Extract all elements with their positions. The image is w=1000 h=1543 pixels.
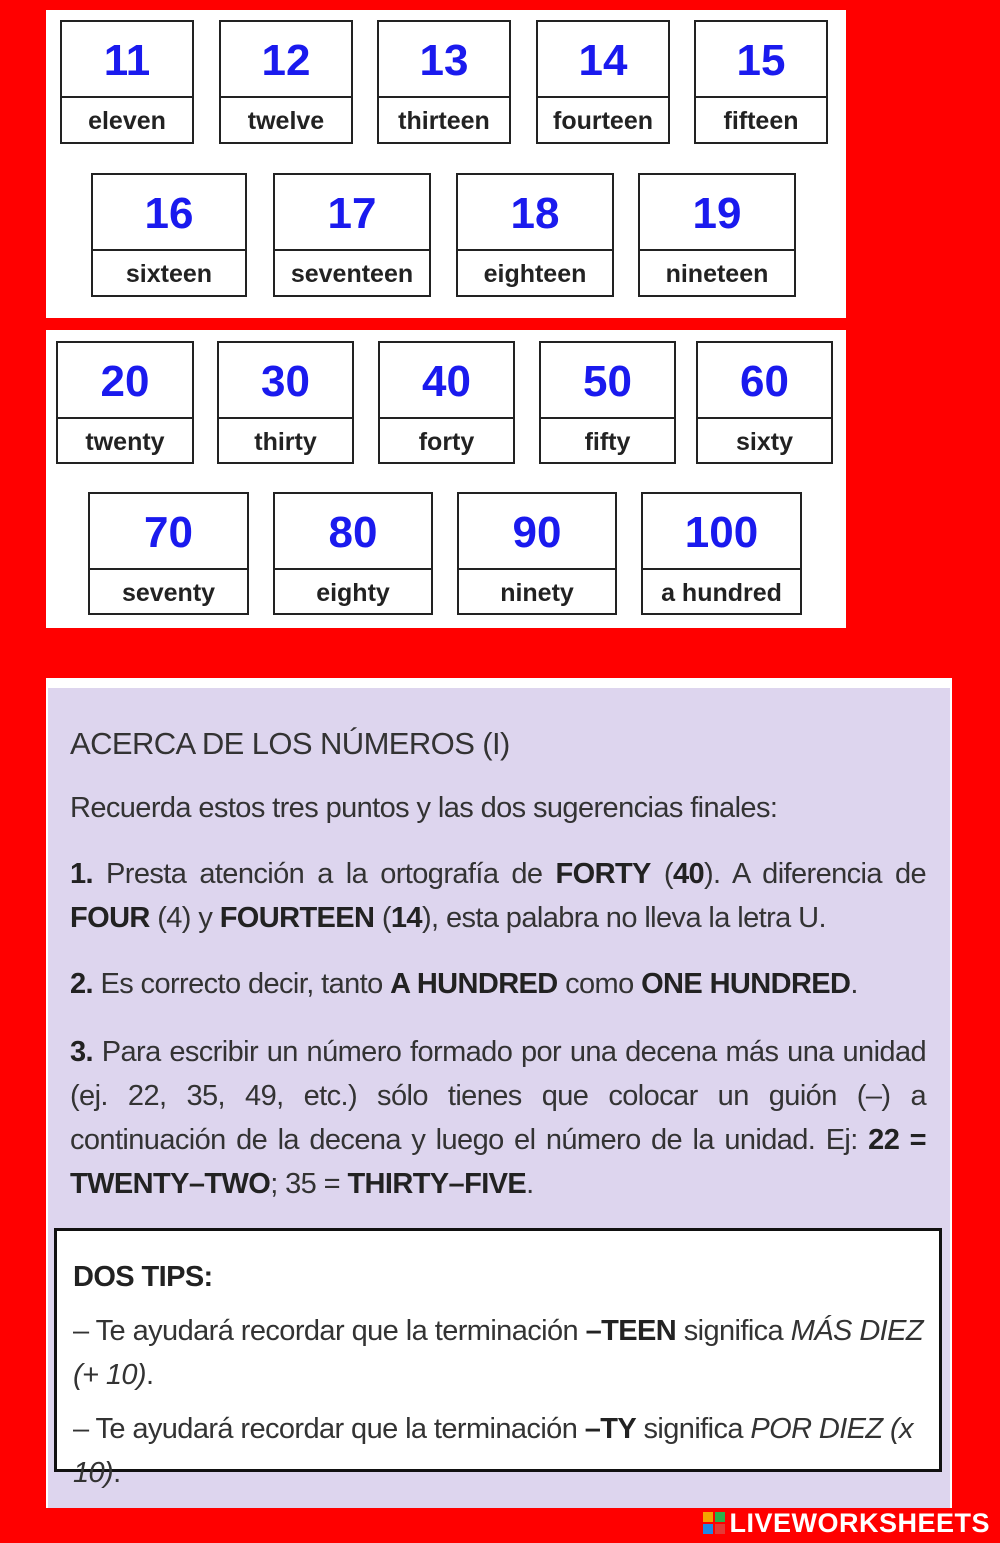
number-card — [91, 173, 247, 297]
number-digits: 11 — [62, 22, 192, 98]
number-card — [273, 492, 433, 615]
number-digits: 90 — [459, 494, 615, 570]
number-word: thirty — [254, 428, 317, 456]
about-title: ACERCA DE LOS NÚMEROS (I) — [70, 726, 510, 761]
number-digits: 16 — [93, 175, 245, 251]
number-card — [88, 492, 249, 615]
number-word: nineteen — [665, 260, 769, 288]
number-digits: 60 — [698, 343, 831, 419]
number-card — [456, 173, 614, 297]
number-card — [273, 173, 431, 297]
number-digits: 50 — [541, 343, 674, 419]
number-digits: 12 — [221, 22, 351, 98]
point-1: 1. Presta atención a la ortografía de FORTY (40). A diferencia de FOUR (4) y FOURTEEN (14), esta palabra no lleva la letra U. — [70, 858, 927, 934]
point-2: 2. Es correcto decir, tanto A HUNDRED como ONE HUNDRED. — [70, 968, 858, 1000]
point-3: 3. Para escribir un número formado por una decena más una unidad (ej. 22, 35, 49, etc.) sólo tienes que colocar un guión (–) a continuación de la decena y luego el número de la unidad. Ej: 22 = TWENTY–TWO; 35 = THIRTY–FIVE. — [70, 1036, 926, 1200]
tips-title: DOS TIPS: — [73, 1261, 213, 1293]
number-card — [694, 20, 828, 144]
number-word: sixty — [736, 428, 793, 456]
number-digits: 14 — [538, 22, 668, 98]
number-card — [539, 341, 676, 464]
number-digits: 19 — [640, 175, 794, 251]
number-word: eighteen — [483, 260, 587, 288]
tens-panel — [46, 330, 846, 628]
number-word: ninety — [500, 579, 574, 607]
number-card — [219, 20, 353, 144]
tip-2: – Te ayudará recordar que la terminación –TY significa POR DIEZ (x 10). — [73, 1413, 913, 1489]
number-word: twenty — [85, 428, 165, 456]
liveworksheets-mark-icon — [703, 1512, 725, 1534]
number-word: forty — [418, 428, 475, 456]
number-card — [457, 492, 617, 615]
number-word: fifteen — [723, 107, 799, 135]
number-digits: 70 — [90, 494, 247, 570]
about-intro: Recuerda estos tres puntos y las dos sugerencias finales: — [70, 792, 778, 824]
number-digits: 17 — [275, 175, 429, 251]
number-card — [638, 173, 796, 297]
number-word: eleven — [88, 107, 166, 135]
number-digits: 18 — [458, 175, 612, 251]
tips-box — [54, 1228, 942, 1489]
liveworksheets-text: LIVEWORKSHEETS — [729, 1507, 990, 1538]
tip-1: – Te ayudará recordar que la terminación –TEEN significa MÁS DIEZ (+ 10). — [73, 1315, 923, 1391]
number-word: seventy — [121, 579, 216, 607]
number-card — [696, 341, 833, 464]
number-word: a hundred — [661, 579, 782, 607]
number-digits: 13 — [379, 22, 509, 98]
number-digits: 100 — [643, 494, 800, 570]
number-word: fourteen — [553, 107, 653, 135]
number-card — [217, 341, 354, 464]
number-word: eighty — [316, 579, 390, 607]
teens-panel — [46, 10, 846, 318]
number-word: twelve — [247, 107, 325, 135]
about-numbers-panel — [46, 678, 952, 1508]
number-digits: 40 — [380, 343, 513, 419]
number-card — [60, 20, 194, 144]
number-card — [56, 341, 194, 464]
number-card — [378, 341, 515, 464]
number-card — [641, 492, 802, 615]
number-digits: 20 — [58, 343, 192, 419]
number-digits: 30 — [219, 343, 352, 419]
number-digits: 80 — [275, 494, 431, 570]
number-word: sixteen — [125, 260, 213, 288]
number-word: seventeen — [290, 260, 414, 288]
number-word: thirteen — [398, 107, 490, 135]
number-card — [536, 20, 670, 144]
number-card — [377, 20, 511, 144]
number-digits: 15 — [696, 22, 826, 98]
liveworksheets-logo — [703, 1508, 990, 1538]
number-word: fifty — [584, 428, 631, 456]
